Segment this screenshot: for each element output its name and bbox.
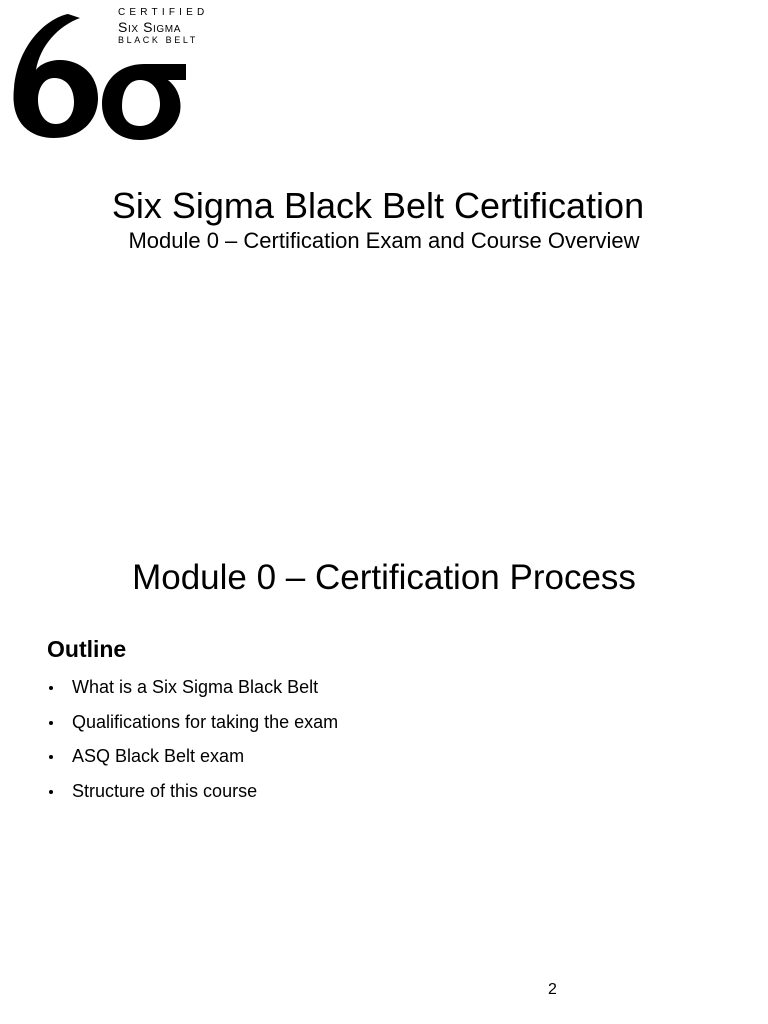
outline-list xyxy=(47,675,338,813)
list-item-text: What is a Six Sigma Black Belt xyxy=(72,677,319,697)
list-item-text: ASQ Black Belt exam xyxy=(72,746,245,766)
page-number: 2 xyxy=(548,981,557,998)
slide2-title: Module 0 – Certification Process xyxy=(132,558,636,597)
slide1-subtitle: Module 0 – Certification Exam and Course Overview xyxy=(128,228,640,253)
bullet-icon xyxy=(49,755,53,759)
list-item xyxy=(47,675,338,699)
list-item xyxy=(47,744,338,768)
logo-line-black-belt: BLACK BELT xyxy=(118,35,198,45)
bullet-icon xyxy=(49,790,53,794)
bullet-icon xyxy=(49,686,53,690)
list-item xyxy=(47,779,338,803)
bullet-icon xyxy=(49,721,53,725)
logo-line-six-sigma: Six Sigma xyxy=(118,19,181,35)
outline-heading: Outline xyxy=(47,636,127,662)
six-sigma-logo xyxy=(10,8,220,143)
list-item-text: Structure of this course xyxy=(72,780,258,801)
list-item xyxy=(47,710,338,734)
logo-line-certified: CERTIFIED xyxy=(118,7,209,18)
logo-text xyxy=(118,8,228,45)
slide1-title: Six Sigma Black Belt Certification xyxy=(111,185,645,226)
list-item-text: Qualifications for taking the exam xyxy=(72,711,339,732)
